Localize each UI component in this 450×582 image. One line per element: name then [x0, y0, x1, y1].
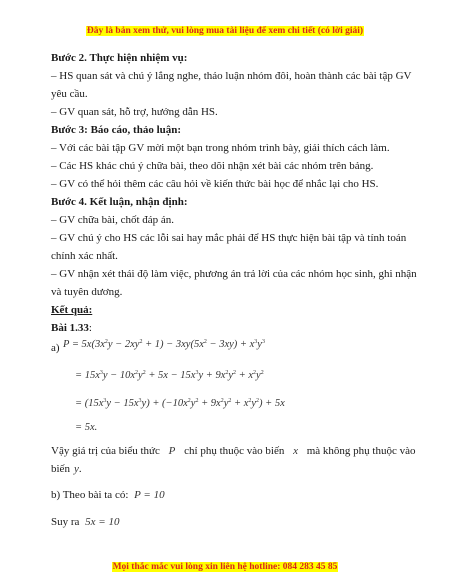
part-b-line: b) Theo bài ta có: P = 10	[51, 489, 165, 501]
conclusion-line-2: biến y.	[51, 463, 82, 475]
result-heading: Kết quả:	[51, 304, 93, 316]
step4-line-2: – GV chú ý cho HS các lỗi sai hay mắc phải để HS thực hiện bài tập và tính toán	[51, 232, 407, 244]
step3-line-1: – Với các bài tập GV mời một bạn trong nhóm trình bày, giải thích cách làm.	[51, 142, 390, 154]
step4-heading: Bước 4. Kết luận, nhận định:	[51, 196, 188, 208]
step2-line-1: – HS quan sát và chú ý lắng nghe, thảo luận nhóm đôi, hoàn thành các bài tập GV	[51, 70, 412, 82]
step3-line-3: – GV có thể hỏi thêm các câu hỏi về kiến thức bài học để nhắc lại cho HS.	[51, 178, 379, 190]
step4-line-3: – GV nhận xét thái độ làm việc, phương án trả lời của các nhóm học sinh, ghi nhận	[51, 268, 417, 280]
preview-banner: Đây là bản xem thử, vui lòng mua tài liệu để xem chi tiết (có lời giải)	[86, 26, 364, 36]
step4-line-2-cont: chính xác nhất.	[51, 250, 118, 262]
equation-line-2: = $15x^3y - 10x^2y^2 + 5x - 15x^3y + 9x^2y^2 + x^2y^2$	[75, 370, 264, 381]
step4-line-3-cont: và tuyên dương.	[51, 286, 123, 298]
equation-line-3: = $(15x^3y - 15x^3y) + (-10x^2y^2 + 9x^2y^2 + x^2y^2) + 5x$	[75, 398, 285, 409]
step2-line-1-cont: yêu cầu.	[51, 88, 88, 100]
equation-line-1: $P = 5x(3x^2y - 2xy^2 + 1) - 3xy(5x^2 - 3xy) + x^3y^3$	[63, 339, 265, 350]
conclusion-line-1: Vậy giá trị của biểu thức P chỉ phụ thuộc vào biến x mà không phụ thuộc vào	[51, 445, 416, 457]
step4-line-1: – GV chữa bài, chốt đáp án.	[51, 214, 175, 226]
hotline-banner: Mọi thắc mắc vui lòng xin liên hệ hotline: 084 283 45 85	[112, 562, 338, 572]
equation-line-4: = 5x.	[75, 422, 98, 433]
suy-ra-line: Suy ra 5x = 10	[51, 516, 120, 528]
step2-line-2: – GV quan sát, hỗ trợ, hướng dẫn HS.	[51, 106, 218, 118]
step3-line-2: – Các HS khác chú ý chữa bài, theo dõi nhận xét bài các nhóm trên bảng.	[51, 160, 374, 172]
step3-heading: Bước 3: Báo cáo, thảo luận:	[51, 124, 182, 136]
part-a-label: a)	[51, 342, 60, 354]
step2-heading: Bước 2. Thực hiện nhiệm vụ:	[51, 52, 188, 64]
exercise-heading: Bài 1.33:	[51, 322, 92, 334]
